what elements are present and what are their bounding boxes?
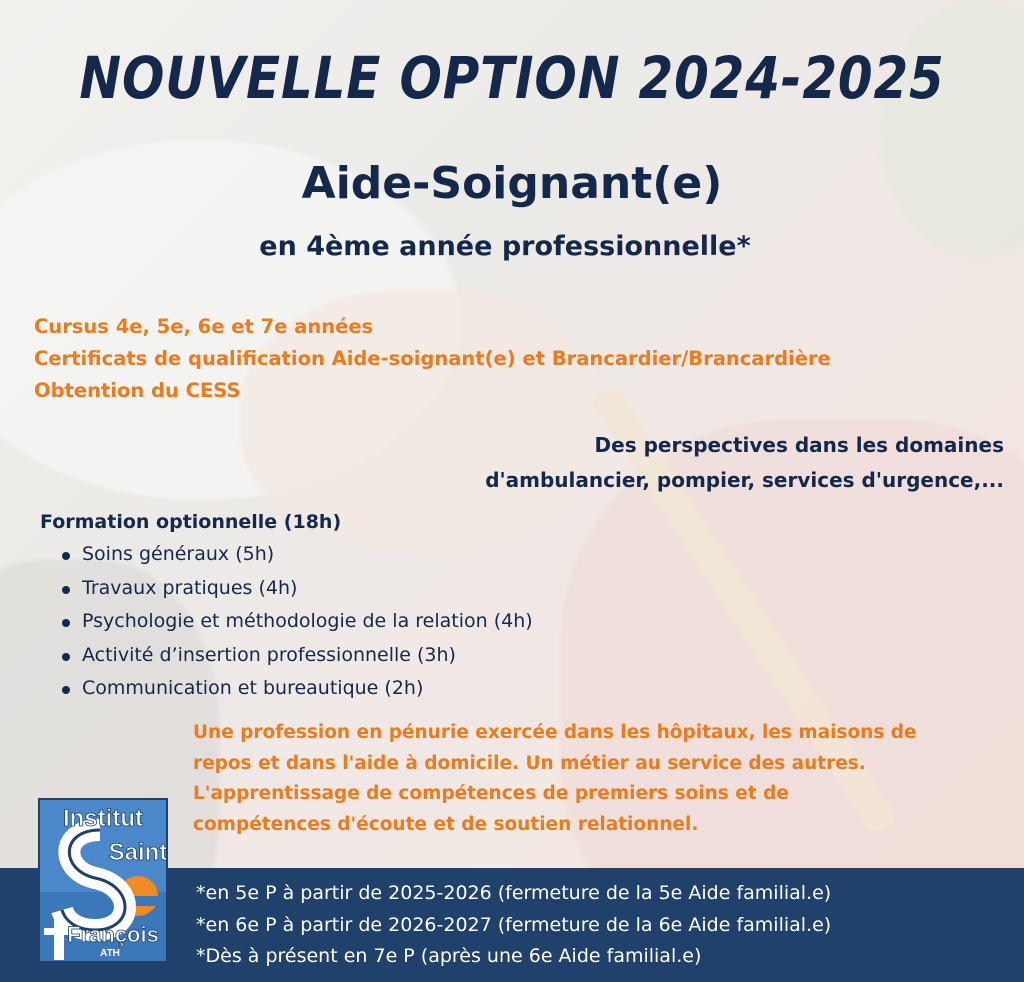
perspectives-line: Des perspectives dans les domaines	[594, 433, 1004, 457]
list-item-label: Communication et bureautique (2h)	[82, 677, 424, 699]
footnote-line: *en 5e P à partir de 2025-2026 (fermeture de la 5e Aide familial.e)	[196, 882, 832, 904]
logo-word-saint: Saint	[108, 839, 166, 866]
list-item	[62, 639, 533, 673]
formation-heading: Formation optionnelle (18h)	[40, 511, 342, 533]
logo-graphic	[40, 800, 166, 961]
program-title: Aide-Soignant(e)	[301, 158, 723, 209]
formation-section	[40, 508, 533, 706]
formation-list	[40, 538, 533, 706]
highlight-line: Certificats de qualification Aide-soignant(e) et Brancardier/Brancardière	[34, 347, 831, 370]
description-line: Une profession en pénurie exercée dans les hôpitaux, les maisons de	[193, 722, 917, 743]
footnote-line: *Dès à présent en 7e P (après une 6e Aide familial.e)	[196, 945, 702, 967]
list-item-label: Soins généraux (5h)	[82, 543, 275, 565]
bullet-icon	[62, 586, 70, 594]
description-line: repos et dans l'aide à domicile. Un métier au service des autres.	[193, 752, 866, 774]
highlight-line: Obtention du CESS	[34, 379, 241, 402]
list-item-label: Travaux pratiques (4h)	[82, 576, 298, 599]
footnote-line: *en 6e P à partir de 2026-2027 (fermeture de la 6e Aide familial.e)	[196, 913, 832, 936]
highlight-line: Cursus 4e, 5e, 6e et 7e années	[34, 315, 374, 338]
logo-word-institut: Institut	[63, 805, 143, 832]
logo-word-francois: François	[67, 922, 159, 947]
program-highlights	[34, 311, 831, 407]
list-item	[62, 672, 533, 706]
program-subtitle: en 4ème année professionnelle*	[259, 231, 751, 262]
page-title: NOUVELLE OPTION 2024-2025	[79, 44, 945, 112]
description-line: L'apprentissage de compétences de premiers soins et de	[193, 783, 789, 804]
list-item	[62, 572, 533, 606]
bullet-icon	[62, 619, 70, 627]
list-item-label: Activité d’insertion professionnelle (3h)	[82, 643, 456, 666]
bullet-icon	[62, 552, 70, 560]
profession-description	[193, 718, 993, 840]
description-line: compétences d'écoute et de soutien relationnel.	[193, 813, 699, 835]
logo-city: ATH	[100, 948, 120, 959]
list-item-label: Psychologie et méthodologie de la relation (4h)	[82, 610, 533, 632]
footnotes	[196, 878, 831, 973]
career-perspectives	[485, 428, 1004, 498]
institut-saint-francois-logo	[38, 798, 168, 963]
bullet-icon	[62, 686, 70, 694]
bullet-icon	[62, 653, 70, 661]
list-item	[62, 605, 533, 639]
perspectives-line: d'ambulancier, pompier, services d'urgence,...	[485, 468, 1004, 492]
list-item	[62, 538, 533, 572]
